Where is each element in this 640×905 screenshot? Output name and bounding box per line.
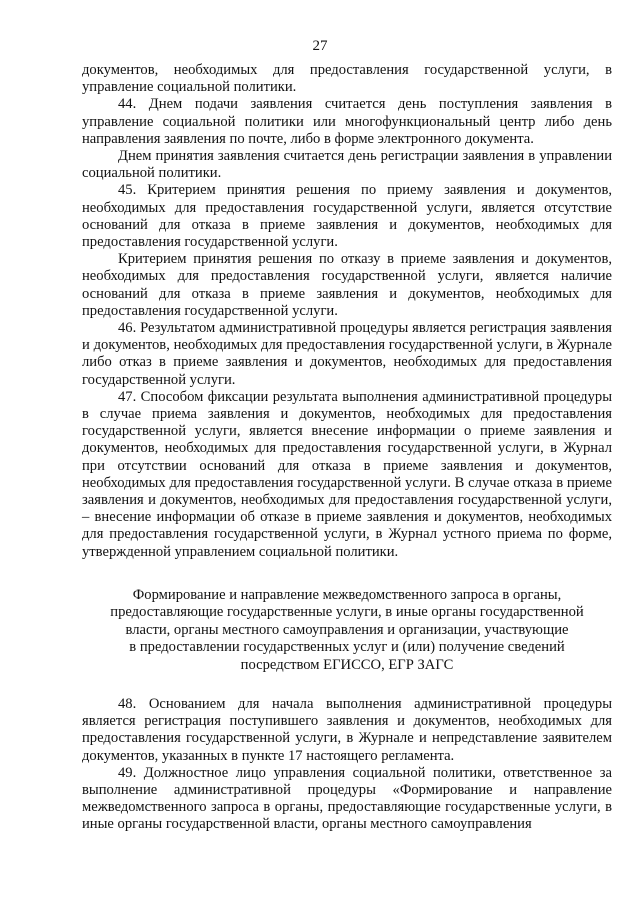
paragraphs-after-heading [82, 696, 612, 834]
paragraph: Критерием принятия решения по отказу в приеме заявления и документов, необходимых для предоставления государственной услуги, является наличие оснований для отказа в приеме заявления и документов, необходимых для предоставления государственной услуги. [82, 251, 612, 319]
paragraph: 46. Результатом административной процедуры является регистрация заявления и документов, необходимых для предоставления государственной услуги, в Журнале либо отказ в приеме заявления и документов, необходимых для предоставления государственной услуги. [82, 320, 612, 388]
heading-line: власти, органы местного самоуправления и организации, участвующие [125, 621, 569, 638]
paragraph: документов, необходимых для предоставления государственной услуги, в управление социальной политики. [82, 62, 612, 96]
paragraph: 45. Критерием принятия решения по приему заявления и документов, необходимых для предоставления государственной услуги, является отсутствие оснований для отказа в приеме заявления и документов, необходимых для предоставления государственной услуги. [82, 182, 612, 251]
paragraphs-before-heading [82, 62, 612, 561]
paragraph: 47. Способом фиксации результата выполнения административной процедуры в случае приема заявления и документов, необходимых для предоставления государственной услуги, является внесение информации о приеме заявления и документов, необходимых для предоставления государственной услуги, в Журнал при отсутствии оснований для отказа в приеме заявления и документов, необходимых для предоставления государственной услуги. В случае отказа в приеме заявления и документов, необходимых для предоставления государственной услуги, – внесение информации об отказе в приеме заявления и документов, необходимых для предоставления государственной услуги, в Журнал устного приема по форме, утвержденной управлением социальной политики. [82, 388, 612, 560]
paragraph: 48. Основанием для начала выполнения административной процедуры является регистрация поступившего заявления и документов, необходимых для предоставления государственной услуги, в Журнале и непредставление заявителем документов, указанных в пункте 17 настоящего регламента. [82, 695, 612, 764]
page-number: 27 [312, 38, 328, 54]
section-heading [82, 587, 612, 674]
document-body [82, 62, 612, 834]
paragraph: 44. Днем подачи заявления считается день поступления заявления в управление социальной политики или многофункциональный центр либо день направления заявления по почте, либо в форме электронного документа. [82, 96, 612, 147]
paragraph: 49. Должностное лицо управления социальной политики, ответственное за выполнение административной процедуры «Формирование и направление межведомственного запроса в органы, предоставляющие государственные услуги, в иные органы государственной власти, органы местного самоуправления [82, 764, 612, 833]
heading-line: Формирование и направление межведомственного запроса в органы, [132, 586, 562, 603]
heading-line: предоставляющие государственные услуги, в иные органы государственной [110, 604, 584, 621]
heading-line: посредством ЕГИССО, ЕГР ЗАГС [240, 656, 454, 673]
paragraph: Днем принятия заявления считается день регистрации заявления в управлении социальной политики. [82, 148, 612, 182]
heading-line: в предоставлении государственных услуг и (или) получение сведений [129, 639, 565, 656]
